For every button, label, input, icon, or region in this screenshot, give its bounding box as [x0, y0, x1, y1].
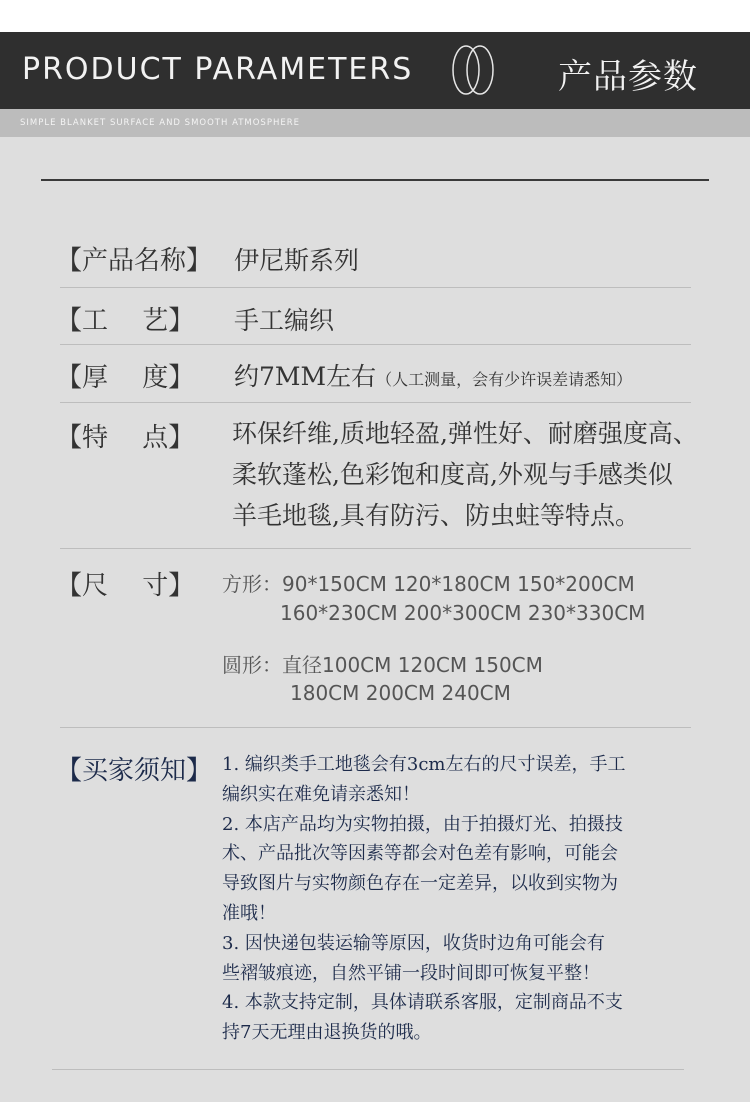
notice-line: 1. 编织类手工地毯会有3cm左右的尺寸误差，手工 — [222, 754, 626, 775]
subtitle-bar — [0, 109, 750, 137]
features-line: 柔软蓬松,色彩饱和度高,外观与手感类似 — [232, 460, 673, 489]
param-value-craft: 手工编织 — [234, 306, 335, 335]
param-value-thickness — [234, 357, 632, 393]
row-divider — [60, 727, 691, 728]
row-divider — [60, 548, 691, 549]
param-label-name: 【产品名称】 — [56, 246, 213, 276]
size-square-row1 — [222, 568, 635, 597]
param-label-size: 【尺 寸】 — [56, 571, 195, 601]
notice-line: 导致图片与实物颜色存在一定差异，以收到实物为 — [222, 873, 618, 895]
features-text — [232, 413, 698, 536]
top-white-strip — [0, 0, 750, 32]
features-line: 羊毛地毯,具有防污、防虫蛀等特点。 — [232, 501, 640, 530]
header-title-cn: 产品参数 — [558, 57, 698, 97]
main-divider — [41, 179, 709, 181]
thickness-note: （人工测量，会有少许误差请悉知） — [376, 370, 633, 389]
notice-line: 编织实在难免请亲悉知！ — [222, 783, 420, 805]
header-title-en: PRODUCT PARAMETERS — [22, 52, 414, 87]
row-divider — [60, 287, 691, 288]
notice-line: 2. 本店产品均为实物拍摄，由于拍摄灯光、拍摄技 — [222, 813, 623, 835]
param-label-thickness: 【厚 度】 — [56, 363, 195, 393]
notice-line: 准哦！ — [222, 902, 276, 924]
size-round-row1 — [222, 649, 543, 678]
size-square-line1: 90*150CM 120*180CM 150*200CM — [282, 572, 635, 596]
size-square-line2: 160*230CM 200*300CM 230*330CM — [280, 601, 646, 625]
notice-line: 4. 本款支持定制，具体请联系客服，定制商品不支 — [222, 992, 623, 1014]
size-round-line1: 直径100CM 120CM 150CM — [282, 653, 543, 677]
header-bar — [0, 32, 750, 109]
param-label-craft: 【工 艺】 — [56, 306, 195, 336]
row-divider — [60, 402, 691, 403]
thickness-value: 约7MM左右 — [234, 362, 377, 391]
param-label-features: 【特 点】 — [56, 423, 195, 453]
notice-line: 持7天无理由退换货的哦。 — [222, 1022, 432, 1044]
param-value-name: 伊尼斯系列 — [234, 246, 360, 275]
notice-line: 些褶皱痕迹，自然平铺一段时间即可恢复平整！ — [222, 962, 600, 984]
size-round-line2: 180CM 200CM 240CM — [290, 681, 511, 705]
row-divider — [60, 344, 691, 345]
features-line: 环保纤维,质地轻盈,弹性好、耐磨强度高、 — [232, 419, 698, 448]
notice-line: 3. 因快递包装运输等原因，收货时边角可能会有 — [222, 932, 605, 954]
header-subtitle: SIMPLE BLANKET SURFACE AND SMOOTH ATMOSPHERE — [20, 118, 300, 128]
bottom-divider — [52, 1069, 684, 1070]
size-square-label: 方形： — [222, 572, 282, 596]
notice-line: 术、产品批次等因素等都会对色差有影响，可能会 — [222, 843, 618, 865]
size-round-label: 圆形： — [222, 653, 282, 677]
notice-text — [222, 750, 672, 1048]
double-ring-icon — [450, 44, 496, 96]
notice-label: 【买家须知】 — [56, 756, 213, 786]
